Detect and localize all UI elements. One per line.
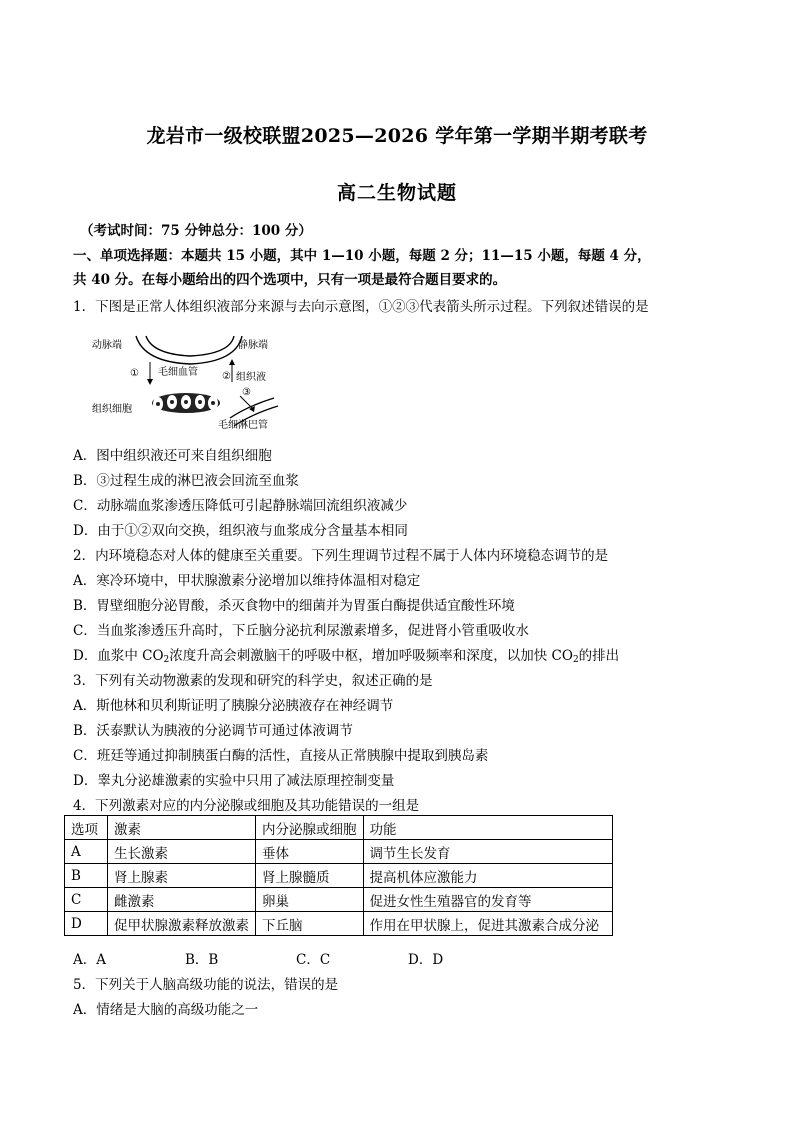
q4-choice-d: D．D [408, 952, 444, 968]
table-cell: 卵巢 [256, 888, 364, 912]
exam-title: 龙岩市一级校联盟2025—2026 学年第一学期半期考联考 [146, 125, 648, 147]
marker-1: ① [130, 368, 139, 379]
q2-option-b: B．胃壁细胞分泌胃酸，杀灭食物中的细菌并为胃蛋白酶提供适宜酸性环境 [73, 598, 515, 614]
section-heading-line2: 共 40 分。在每小题给出的四个选项中，只有一项是最符合题目要求的。 [73, 272, 507, 288]
table-cell: 促进女性生殖器官的发育等 [363, 888, 612, 912]
q1-option-d: D．由于①②双向交换，组织液与血浆成分含量基本相同 [73, 523, 408, 539]
label-capillary: 毛细血管 [158, 367, 198, 378]
label-vein-end: 静脉端 [238, 340, 268, 351]
q3-option-d: D．睾丸分泌雄激素的实验中只用了减法原理控制变量 [73, 773, 395, 789]
table-cell: 肾上腺髓质 [256, 864, 364, 888]
table-cell: 作用在甲状腺上，促进其激素合成分泌 [363, 912, 612, 936]
q1-stem: 1．下图是正常人体组织液部分来源与去向示意图，①②③代表箭头所示过程。下列叙述错误的是 [73, 299, 649, 315]
label-lymph-capillary: 毛细淋巴管 [218, 420, 268, 431]
q2-option-d: D．血浆中 $CO_2$浓度升高会刺激脑干的呼吸中枢，增加呼吸频率和深度，以加快 $CO_2$的排出 [73, 648, 620, 665]
table-cell: 雌激素 [108, 888, 256, 912]
table-cell: A [65, 840, 108, 864]
table-cell: 生长激素 [108, 840, 256, 864]
q4-choice-b: B．B [185, 952, 219, 968]
table-header-cell: 激素 [108, 816, 256, 840]
q1-option-b: B．③过程生成的淋巴液会回流至血浆 [73, 473, 299, 489]
table-cell: 调节生长发育 [363, 840, 612, 864]
q3-option-b: B．沃泰默认为胰液的分泌调节可通过体液调节 [73, 723, 353, 739]
marker-2: ② [222, 371, 231, 382]
table-row [65, 864, 613, 888]
table-cell: 下丘脑 [256, 912, 364, 936]
table-cell: 提高机体应激能力 [363, 864, 612, 888]
table-cell: B [65, 864, 108, 888]
marker-3: ③ [242, 387, 251, 398]
section-heading-line1: 一、单项选择题：本题共 15 小题，其中 1—10 小题，每题 2 分；11—15 小题，每题 4 分， [73, 248, 651, 264]
q4-stem: 4．下列激素对应的内分泌腺或细胞及其功能错误的一组是 [73, 798, 420, 814]
q5-option-a: A．情绪是大脑的高级功能之一 [73, 1002, 259, 1018]
table-cell: 垂体 [256, 840, 364, 864]
table-header-cell: 内分泌腺或细胞 [256, 816, 364, 840]
q3-option-a: A．斯他林和贝利斯证明了胰腺分泌胰液存在神经调节 [73, 698, 394, 714]
tissue-fluid-diagram [92, 332, 284, 432]
table-cell: 肾上腺素 [108, 864, 256, 888]
capillary-outer-wall [136, 336, 242, 364]
table-row [65, 912, 613, 936]
table-row [65, 888, 613, 912]
table-header-cell: 功能 [363, 816, 612, 840]
q4-choice-a: A．A [73, 952, 106, 968]
exam-subject-title: 高二生物试题 [336, 182, 457, 204]
table-header-cell: 选项 [65, 816, 108, 840]
table-cell: 促甲状腺激素释放激素 [108, 912, 256, 936]
table-cell: C [65, 888, 108, 912]
hormone-table [64, 815, 613, 936]
label-artery-end: 动脉端 [92, 340, 122, 351]
q1-option-a: A．图中组织液还可来自组织细胞 [73, 448, 272, 464]
q5-stem: 5．下列关于人脑高级功能的说法，错误的是 [73, 977, 339, 993]
capillary-inner-wall [146, 336, 234, 356]
q2-option-c: C．当血浆渗透压升高时，下丘脑分泌抗利尿激素增多，促进肾小管重吸收水 [73, 623, 529, 639]
tissue-cells [152, 393, 220, 413]
q2-option-a: A．寒冷环境中，甲状腺激素分泌增加以维持体温相对稳定 [73, 573, 421, 589]
q3-stem: 3．下列有关动物激素的发现和研究的科学史，叙述正确的是 [73, 673, 433, 689]
q4-choice-c: C．C [296, 952, 331, 968]
exam-info: （考试时间：75 分钟总分：100 分） [80, 223, 312, 239]
q3-option-c: C．班廷等通过抑制胰蛋白酶的活性，直接从正常胰腺中提取到胰岛素 [73, 748, 489, 764]
label-tissue-cell: 组织细胞 [92, 404, 132, 415]
table-cell: D [65, 912, 108, 936]
q1-option-c: C．动脉端血浆渗透压降低可引起静脉端回流组织液减少 [73, 498, 408, 514]
q2-stem: 2．内环境稳态对人体的健康至关重要。下列生理调节过程不属于人体内环境稳态调节的是 [73, 548, 609, 564]
table-row [65, 840, 613, 864]
table-header-row [65, 816, 613, 840]
label-tissue-fluid: 组织液 [236, 372, 266, 383]
